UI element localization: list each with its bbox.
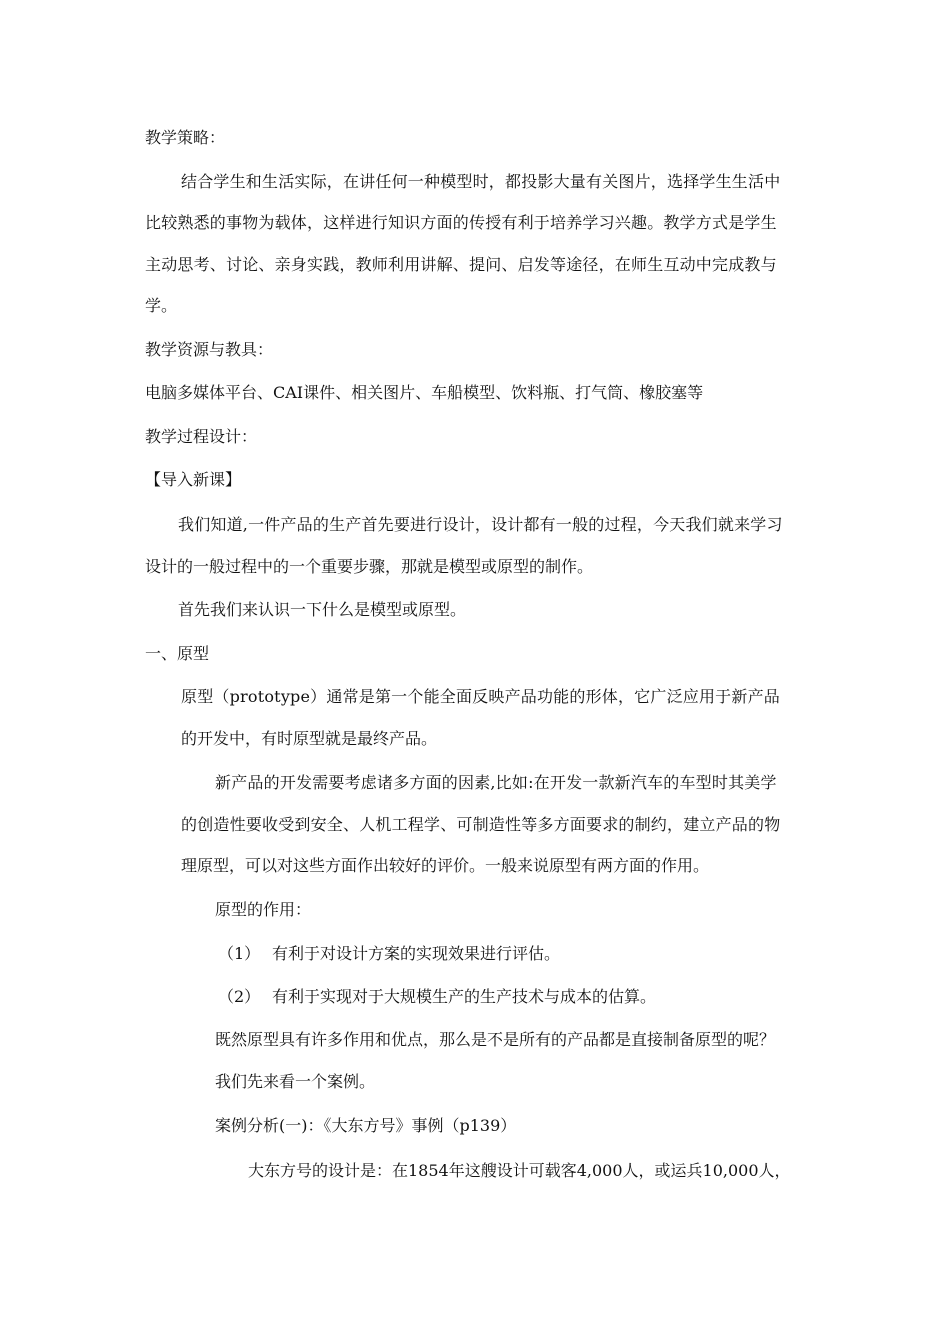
case-heading: 案例分析(一)：《大东方号》事例（p139） [215, 1116, 517, 1135]
question-line: 我们先来看一个案例。 [215, 1072, 376, 1091]
function-number: （2） [218, 987, 261, 1006]
function-number: （1） [218, 944, 261, 963]
factors-paragraph-line: 理原型，可以对这些方面作出较好的评价。一般来说原型有两方面的作用。 [181, 856, 710, 875]
question-line: 既然原型具有许多作用和优点，那么是不是所有的产品都是直接制备原型的呢？ [215, 1030, 776, 1049]
strategy-paragraph-line: 比较熟悉的事物为载体，这样进行知识方面的传授有利于培养学习兴趣。教学方式是学生 [145, 213, 777, 232]
intro-paragraph-line: 设计的一般过程中的一个重要步骤，那就是模型或原型的制作。 [145, 557, 594, 576]
function-text: 有利于实现对于大规模生产的生产技术与成本的估算。 [272, 987, 657, 1006]
intro-heading: 【导入新课】 [145, 470, 242, 489]
case-paragraph-line: 大东方号的设计是：在1854年这艘设计可载客4,000人，或运兵10,000人， [248, 1161, 791, 1180]
strategy-paragraph-line: 学。 [145, 296, 178, 315]
prototype-definition-line: 原型（prototype）通常是第一个能全面反映产品功能的形体，它广泛应用于新产品 [181, 687, 780, 706]
resources-list: 电脑多媒体平台、CAI课件、相关图片、车船模型、饮料瓶、打气筒、橡胶塞等 [145, 383, 704, 402]
strategy-paragraph-line: 结合学生和生活实际，在讲任何一种模型时，都投影大量有关图片，选择学生生活中 [181, 172, 781, 191]
process-heading: 教学过程设计： [145, 427, 258, 446]
function-text: 有利于对设计方案的实现效果进行评估。 [272, 944, 561, 963]
section1-heading: 一、原型 [145, 644, 210, 663]
intro-paragraph-line: 我们知道,一件产品的生产首先要进行设计，设计都有一般的过程，今天我们就来学习 [178, 515, 783, 534]
factors-paragraph-line: 的创造性要收受到安全、人机工程学、可制造性等多方面要求的制约，建立产品的物 [181, 815, 781, 834]
functions-heading: 原型的作用： [215, 900, 312, 919]
strategy-heading: 教学策略： [145, 128, 226, 147]
resources-heading: 教学资源与教具： [145, 340, 274, 359]
factors-paragraph-line: 新产品的开发需要考虑诸多方面的因素,比如:在开发一款新汽车的车型时其美学 [215, 773, 777, 792]
strategy-paragraph-line: 主动思考、讨论、亲身实践，教师利用讲解、提问、启发等途径，在师生互动中完成教与 [145, 255, 777, 274]
intro-paragraph-line: 首先我们来认识一下什么是模型或原型。 [178, 600, 467, 619]
prototype-definition-line: 的开发中，有时原型就是最终产品。 [181, 729, 438, 748]
